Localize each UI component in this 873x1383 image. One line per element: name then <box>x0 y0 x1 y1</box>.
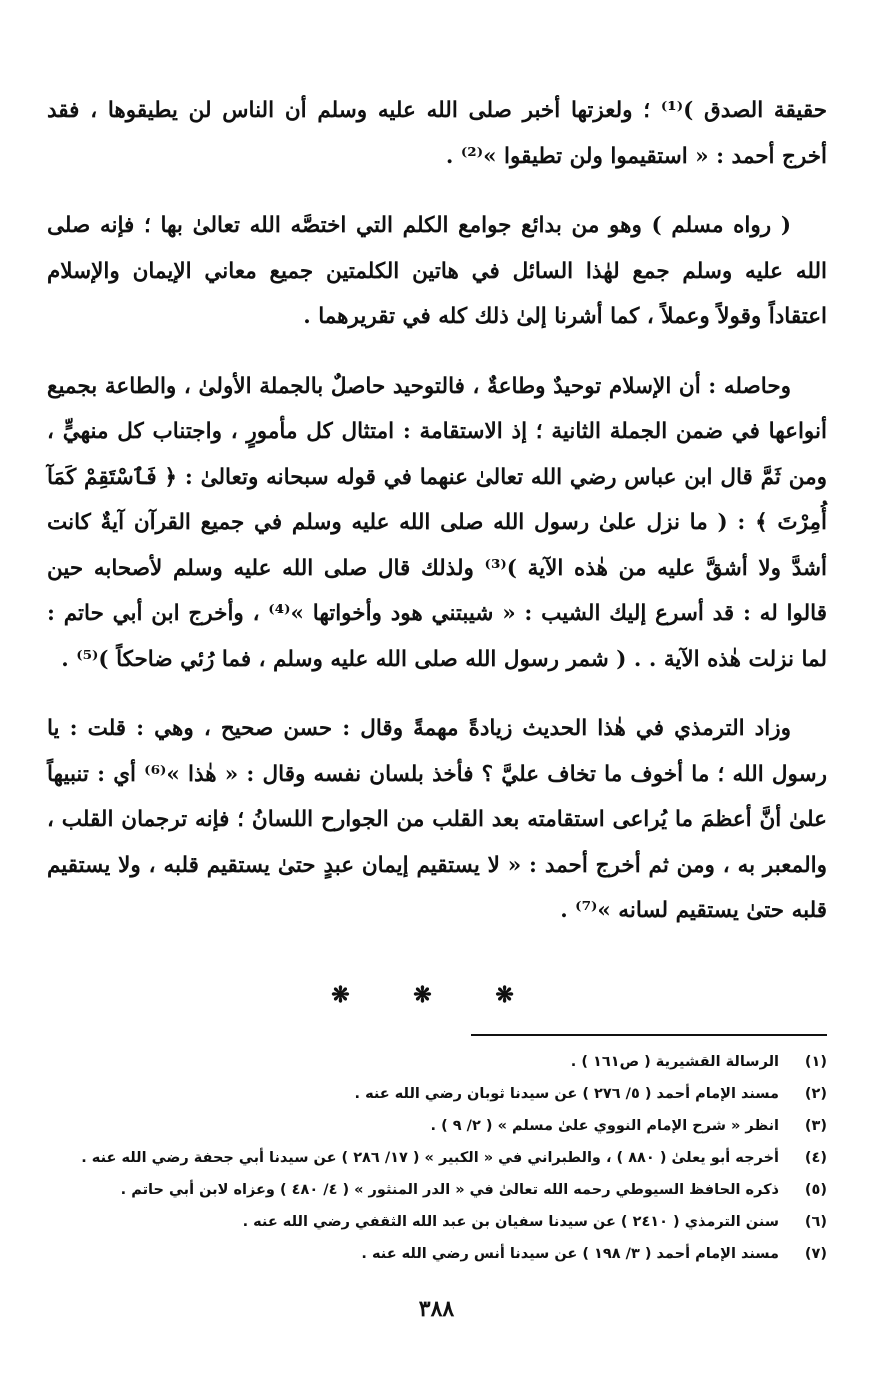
page-number: ٣٨٨ <box>418 1296 455 1322</box>
footnote-7 <box>47 1238 827 1270</box>
footnote-2 <box>47 1078 827 1110</box>
footnote-number: (٤) <box>804 1150 827 1166</box>
footnote-text: أخرجه أبو يعلىٰ ( ٨٨٠ ) ، والطبراني في « الكبير » ( ١٧/ ٢٨٦ ) عن سيدنا أبي جحفة رضي الله عنه . <box>81 1150 779 1166</box>
footnote-number: (٣) <box>804 1118 827 1134</box>
paragraph-3: وحاصله : أن الإسلام توحيدٌ وطاعةٌ ، فالتوحيد حاصلٌ بالجملة الأولىٰ ، والطاعة بجميع أنواعها في ضمن الجملة الثانية ؛ إذ الاستقامة : امتثال كل مأمورٍ ، واجتناب كل منهيٍّ ، ومن ثَمَّ قال ابن عباس رضي الله تعالىٰ عنهما في قوله سبحانه وتعالىٰ : ﴿ فَٱسْتَقِمْ كَمَآ أُمِرْتَ ﴾ : ( ما نزل علىٰ رسول الله صلى الله عليه وسلم في جميع القرآن آيةٌ كانت أشدَّ ولا أشقَّ عليه من هٰذه الآية )⁽³⁾ ولذلك قال صلى الله عليه وسلم لأصحابه حين قالوا له : قد أسرع إليك الشيب : « شيبتني هود وأخواتها »⁽⁴⁾ ، وأخرج ابن أبي حاتم : لما نزلت هٰذه الآية . . ( شمر رسول الله صلى الله عليه وسلم ، فما رُئي ضاحكاً )⁽⁵⁾ . <box>47 373 827 672</box>
footnote-number: (٦) <box>804 1214 827 1230</box>
paragraph-1: حقيقة الصدق )⁽¹⁾ ؛ ولعزتها أخبر صلى الله عليه وسلم أن الناس لن يطيقوها ، فقد أخرج أحمد : « استقيموا ولن تطيقوا »⁽²⁾ . <box>47 98 827 169</box>
footnote-6 <box>47 1206 827 1238</box>
footnote-4 <box>47 1142 827 1174</box>
footnote-5 <box>47 1174 827 1206</box>
footnote-number: (٧) <box>804 1246 827 1262</box>
footnote-number: (٥) <box>804 1182 827 1198</box>
section-separator: ❋ ❋ ❋ <box>331 982 542 1008</box>
footnote-text: انظر « شرح الإمام النووي علىٰ مسلم » ( ٢/ ٩ ) . <box>430 1118 779 1134</box>
main-text <box>47 88 827 934</box>
paragraph-2: ( رواه مسلم ) وهو من بدائع جوامع الكلم التي اختصَّه الله تعالىٰ بها ؛ فإنه صلى الله عليه وسلم جمع لهٰذا السائل في هاتين الكلمتين جميع معاني الإيمان والإسلام اعتقاداً وقولاً وعملاً ، كما أشرنا إلىٰ ذلك كله في تقريرهما . <box>47 213 827 329</box>
footnote-text: مسند الإمام أحمد ( ٥/ ٢٧٦ ) عن سيدنا ثوبان رضي الله عنه . <box>354 1086 779 1102</box>
paragraph-4: وزاد الترمذي في هٰذا الحديث زيادةً مهمةً وقال : حسن صحيح ، وهي : قلت : يا رسول الله ؛ ما أخوف ما تخاف عليَّ ؟ فأخذ بلسان نفسه وقال : « هٰذا »⁽⁶⁾ أي : تنبيهاً علىٰ أنَّ أعظمَ ما يُراعى استقامته بعد القلب من الجوارح اللسانُ ؛ فإنه ترجمان القلب ، والمعبر به ، ومن ثم أخرج أحمد : « لا يستقيم إيمان عبدٍ حتىٰ يستقيم قلبه ، ولا يستقيم قلبه حتىٰ يستقيم لسانه »⁽⁷⁾ . <box>47 716 827 923</box>
footnote-divider <box>471 1034 827 1036</box>
footnote-text: مسند الإمام أحمد ( ٣/ ١٩٨ ) عن سيدنا أنس رضي الله عنه . <box>361 1246 779 1262</box>
footnote-text: سنن الترمذي ( ٢٤١٠ ) عن سيدنا سفيان بن عبد الله الثقفي رضي الله عنه . <box>242 1214 779 1230</box>
footnotes-list <box>47 1046 827 1270</box>
footnote-text: الرسالة القشيرية ( ص١٦١ ) . <box>570 1054 779 1070</box>
footnote-1 <box>47 1046 827 1078</box>
footnote-number: (١) <box>804 1054 827 1070</box>
footnote-text: ذكره الحافظ السيوطي رحمه الله تعالىٰ في « الدر المنثور » ( ٤/ ٤٨٠ ) وعزاه لابن أبي حاتم . <box>120 1182 779 1198</box>
footnote-3 <box>47 1110 827 1142</box>
footnote-number: (٢) <box>804 1086 827 1102</box>
